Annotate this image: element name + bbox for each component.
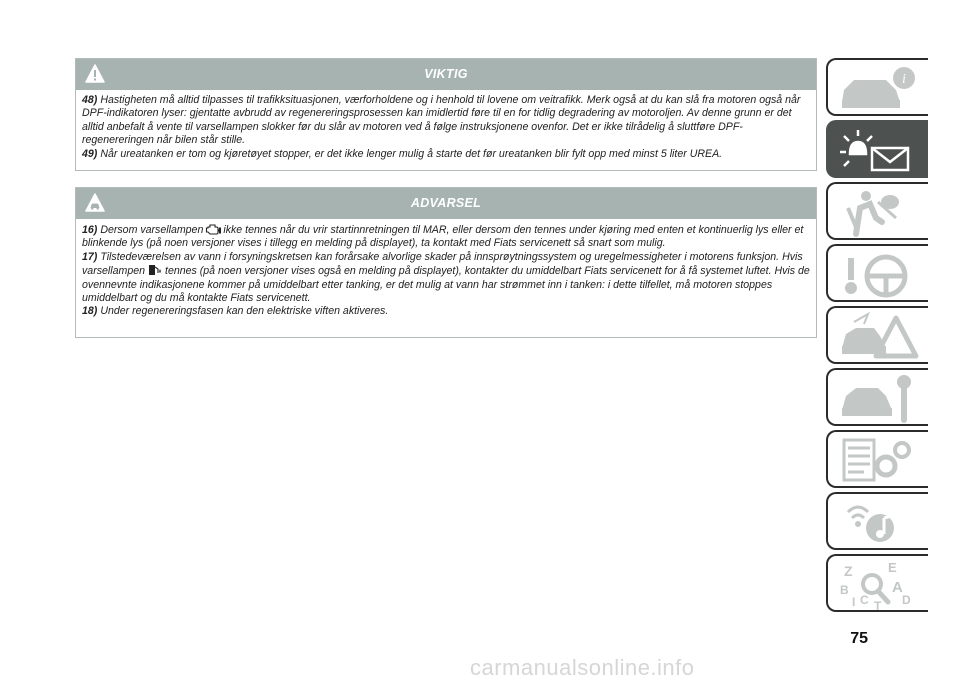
note-48: 48) Hastigheten må alltid tilpasses til trafikksituasjonen, værforholdene og i henhold til lovene om veitrafikk. Merk også at du kan slå fra motoren også når DPF-indikatoren lyser: gjentatte avbrudd av regenereringsprosessen kan imidlertid føre til en for tidlig degradering av motoroljen. Av denne grunn er det alltid anbefalt å vente til varsellampen slokker før du slår av motoren ved å følge instruksjonene ovenfor. Det er ikke tilrådelig å sluttføre DPF- regenereringen når bilen står stille.	[82, 94, 801, 147]
index-letter-e: E	[888, 560, 897, 575]
important-body	[76, 90, 816, 167]
car-wrench-icon	[834, 374, 924, 424]
watermark-text: carmanualsonline.info	[470, 655, 695, 680]
important-title: VIKTIG	[424, 67, 468, 81]
warning-light-message-icon	[834, 126, 924, 176]
car-breakdown-warning-icon	[834, 312, 924, 362]
tab-service-maintenance[interactable]	[826, 368, 928, 426]
index-letter-i: I	[852, 595, 856, 609]
tab-safety[interactable]	[826, 182, 928, 240]
page-number: 75	[850, 630, 868, 647]
car-info-icon	[834, 64, 924, 114]
warning-title: ADVARSEL	[410, 196, 482, 210]
svg-text:i: i	[902, 72, 906, 87]
note-49: 49) Når ureatanken er tom og kjøretøyet stopper, er det ikke lenger mulig å starte det før ureatanken blir fylt opp med minst 5 liter UREA.	[82, 147, 723, 160]
index-letter-d: D	[902, 593, 911, 607]
index-letter-b: B	[840, 583, 849, 597]
index-letter-z: Z	[844, 563, 853, 579]
warning-triangle-icon	[84, 63, 106, 85]
tab-car-info[interactable]	[826, 58, 928, 116]
note-18: 18) Under regenereringsfasen kan den elektriske viften aktiveres.	[82, 305, 389, 318]
important-header	[76, 59, 816, 90]
tab-warning-lights[interactable]	[826, 120, 928, 178]
tab-emergency[interactable]	[826, 306, 928, 364]
tab-starting-driving[interactable]	[826, 244, 928, 302]
spec-list-gear-icon	[834, 436, 924, 486]
key-steering-wheel-icon	[834, 250, 924, 300]
tab-multimedia[interactable]	[826, 492, 928, 550]
important-box	[75, 58, 817, 171]
warning-body	[76, 219, 816, 325]
tab-technical-data[interactable]	[826, 430, 928, 488]
multimedia-music-icon	[834, 498, 924, 548]
chapter-tabs	[826, 58, 928, 614]
car-protection-icon	[84, 192, 106, 214]
warning-box	[75, 187, 817, 338]
alphabet-index-icon	[834, 560, 924, 610]
engine-warning-icon	[205, 223, 221, 235]
water-in-fuel-icon	[147, 264, 163, 276]
index-letter-t: T	[874, 599, 882, 610]
index-letter-a: A	[892, 579, 903, 596]
airbag-seat-icon	[834, 188, 924, 238]
tab-index[interactable]	[826, 554, 928, 612]
warning-header	[76, 188, 816, 219]
note-17: 17) Tilstedeværelsen av vann i forsyningskretsen kan forårsake alvorlige skader på innsprøytningssystem og uregelmessigheter i motorens funksjon. Hvis varsellampen tennes (på noen versjoner vises også en melding på displayet), kontakter du umiddelbart Fiats servicenett for å få systemet luftet. Hvis de ovennevnte indikasjonene kommer på umiddelbart etter tanking, er det mulig at vann har strømmet inn i tanken: i dette tilfellet, må motoren stoppes umiddelbart og du må kontakte Fiats servicenett.	[82, 250, 810, 305]
note-16: 16) Dersom varsellampen ikke tennes når du vrir startinnretningen til MAR, eller dersom den tennes under kjøring med enten et kontinuerlig lys eller et blinkende lys (på noen versjoner vises i tillegg en melding på displayet), ta kontakt med Fiats servicenett så snart som mulig.	[82, 224, 804, 250]
index-letter-c: C	[860, 593, 869, 607]
